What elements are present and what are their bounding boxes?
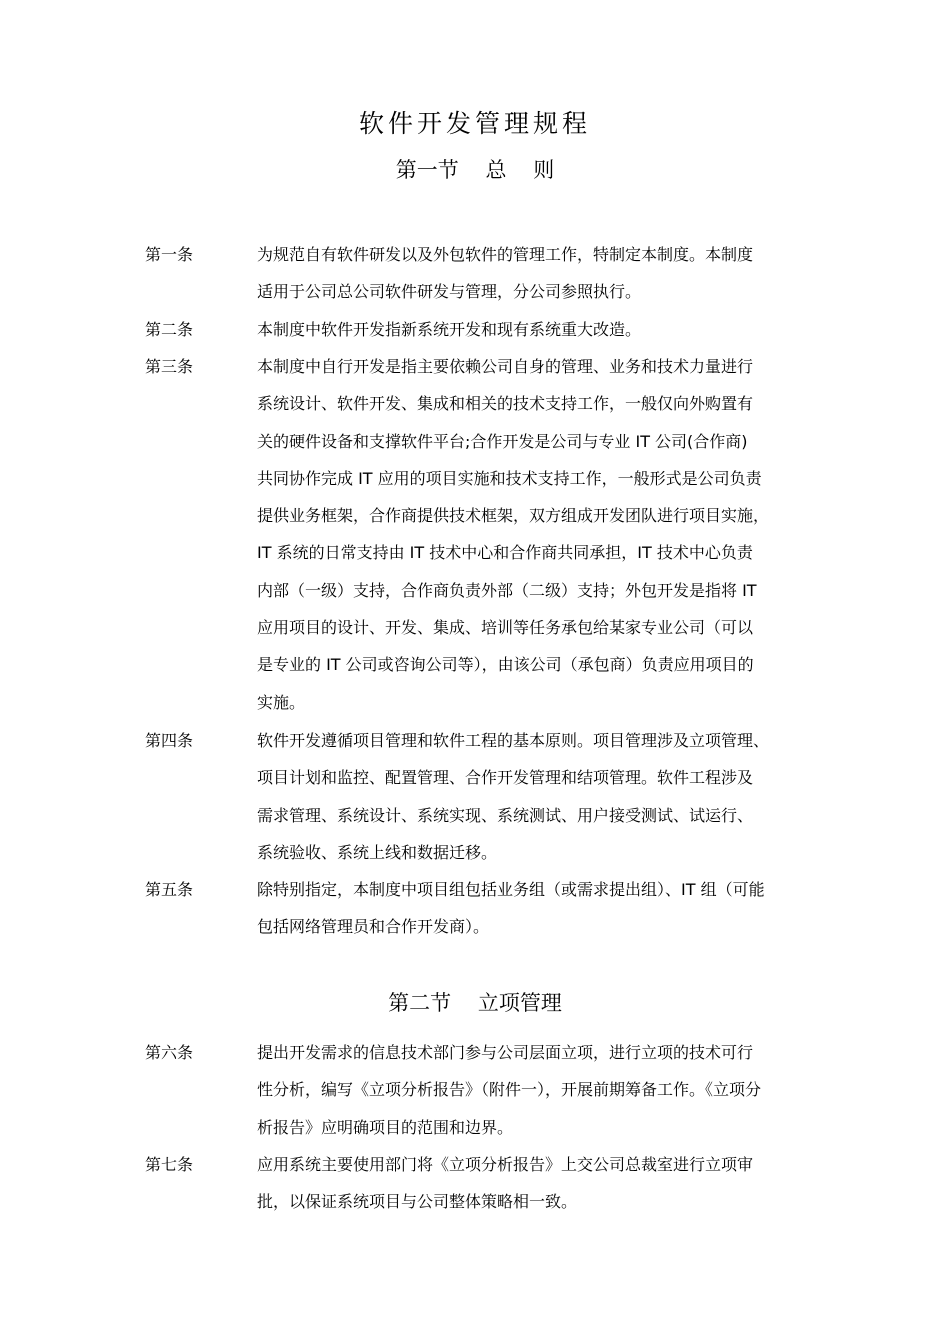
article-line: 批，以保证系统项目与公司整体策略相一致。 [257, 1192, 578, 1212]
article-line: 本制度中自行开发是指主要依赖公司自身的管理、业务和技术力量进行 [257, 357, 754, 376]
article-line: 性分析，编写《立项分析报告》（附件一），开展前期筹备工作。《立项分 [257, 1080, 762, 1100]
article-line: 为规范自有软件研发以及外包软件的管理工作，特制定本制度。本制度 [257, 245, 754, 264]
article-body [257, 348, 810, 721]
article-line: 系统设计、软件开发、集成和相关的技术支持工作，一般仅向外购置有 [257, 394, 754, 414]
article-line: 软件开发遵循项目管理和软件工程的基本原则。项目管理涉及立项管理、 [257, 731, 770, 750]
article-line: 内部（一级）支持，合作商负责外部（二级）支持；外包开发是指将 IT [257, 580, 757, 600]
article-line: 需求管理、系统设计、系统实现、系统测试、用户接受测试、试运行、 [257, 805, 754, 825]
article-line: 提供业务框架，合作商提供技术框架，双方组成开发团队进行项目实施， [257, 506, 770, 526]
article-line: 应用系统主要使用部门将《立项分析报告》上交公司总裁室进行立项审 [257, 1155, 754, 1174]
article-body [257, 1146, 810, 1221]
article-label: 第二条 [145, 320, 194, 339]
article-label: 第一条 [145, 245, 194, 264]
section-title: 第一节 总 则 [395, 158, 555, 182]
article-line: 包括网络管理员和合作开发商）。 [257, 917, 490, 937]
article-line: 除特别指定，本制度中项目组包括业务组（或需求提出组）、IT 组（可能 [257, 880, 765, 899]
article-body [257, 236, 810, 311]
article-line: IT 系统的日常支持由 IT 技术中心和合作商共同承担，IT 技术中心负责 [257, 543, 753, 563]
article-body [257, 871, 810, 946]
article-line: 系统验收、系统上线和数据迁移。 [257, 842, 498, 862]
article-line: 应用项目的设计、开发、集成、培训等任务承包给某家专业公司（可以 [257, 618, 754, 638]
article-line: 项目计划和监控、配置管理、合作开发管理和结项管理。软件工程涉及 [257, 768, 754, 788]
article-body [257, 722, 810, 871]
article-label: 第四条 [145, 731, 194, 750]
article-line: 本制度中软件开发指新系统开发和现有系统重大改造。 [257, 320, 642, 339]
article-label: 第六条 [145, 1043, 194, 1062]
article-line: 适用于公司总公司软件研发与管理，分公司参照执行。 [257, 282, 642, 302]
article-body [257, 1034, 810, 1146]
article-line: 提出开发需求的信息技术部门参与公司层面立项，进行立项的技术可行 [257, 1043, 754, 1062]
article-label: 第五条 [145, 880, 194, 899]
article-line: 析报告》应明确项目的范围和边界。 [257, 1117, 514, 1137]
article-line: 是专业的 IT 公司或咨询公司等），由该公司（承包商）负责应用项目的 [257, 655, 754, 675]
article-line: 实施。 [257, 692, 306, 712]
article-label: 第七条 [145, 1155, 194, 1174]
article-body [257, 311, 810, 348]
article-label: 第三条 [145, 357, 194, 376]
document-title: 软件开发管理规程 [358, 109, 591, 138]
section-title: 第二节 立项管理 [388, 991, 562, 1015]
article-line: 共同协作完成 IT 应用的项目实施和技术支持工作，一般形式是公司负责 [257, 468, 762, 488]
article-line: 关的硬件设备和支撑软件平台;合作开发是公司与专业 IT 公司(合作商) [257, 431, 748, 451]
